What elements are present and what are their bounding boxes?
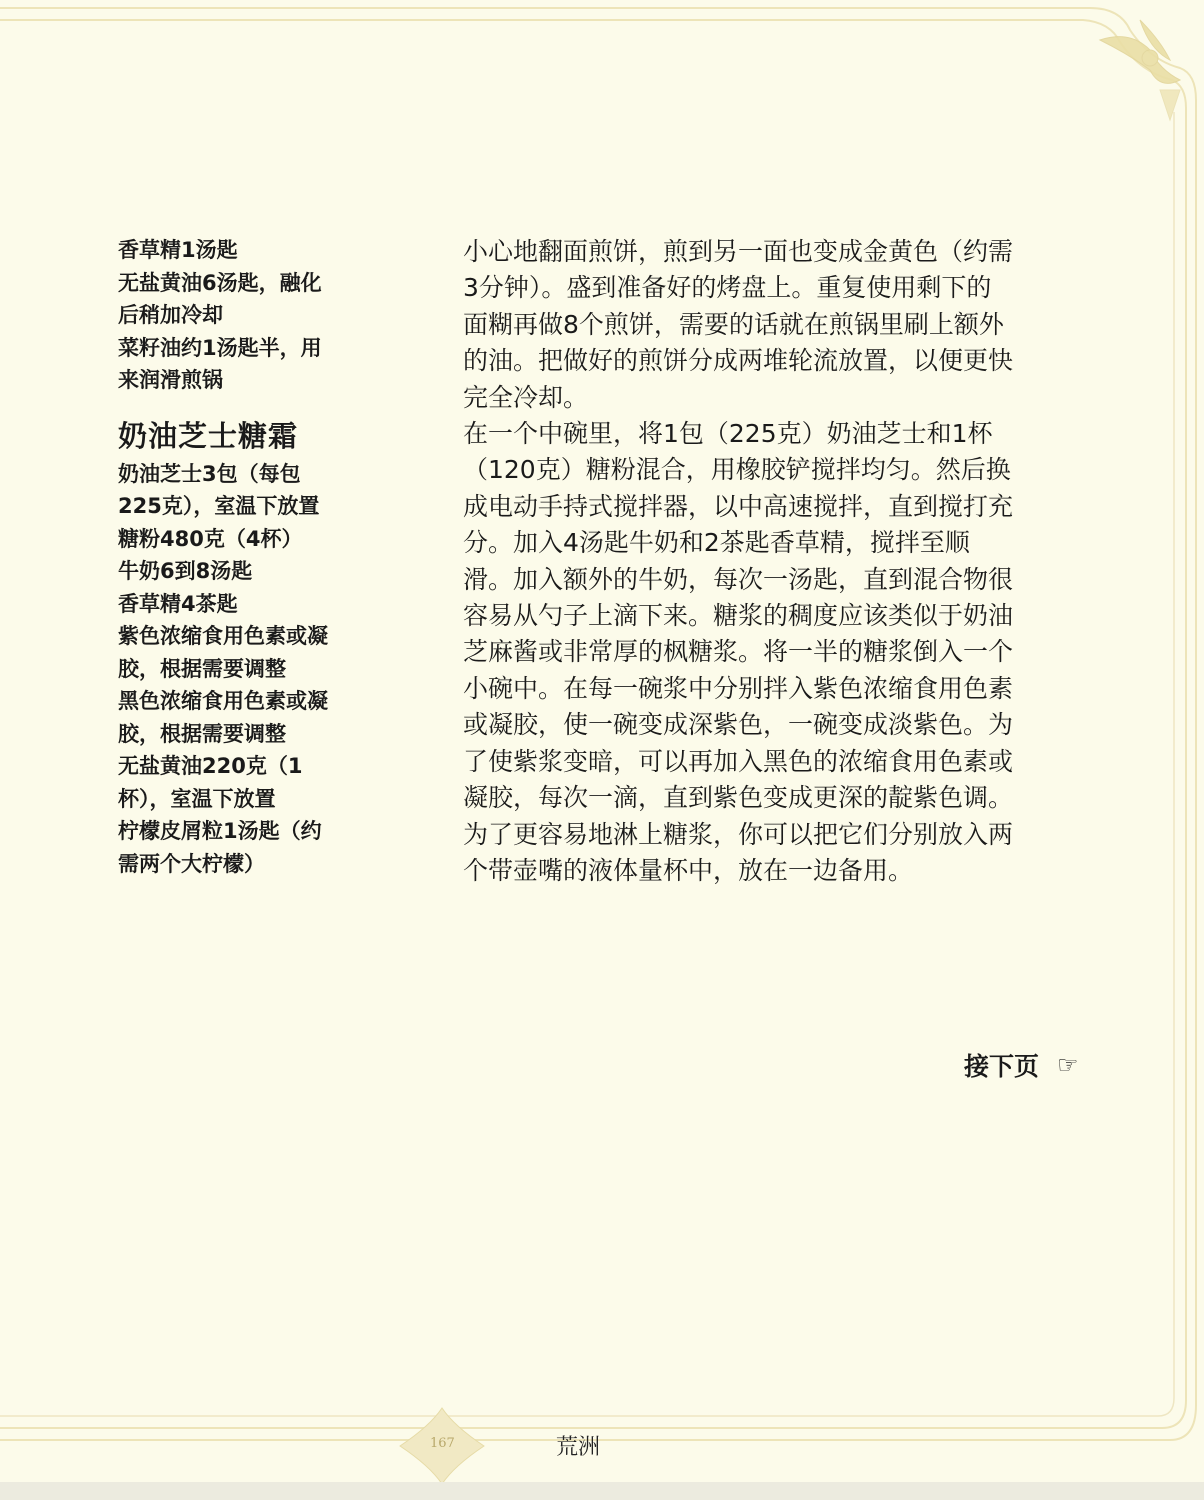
- ingredients-column: [118, 234, 378, 880]
- instruction-line: 面糊再做8个煎饼，需要的话就在煎锅里刷上额外: [463, 309, 1004, 339]
- frosting-ingredient-line: 225克），室温下放置: [118, 494, 320, 518]
- frosting-ingredient-line: 胶，根据需要调整: [118, 656, 286, 681]
- frosting-ingredient-line: 香草精4茶匙: [118, 591, 238, 616]
- instruction-line: 小心地翻面煎饼，煎到另一面也变成金黄色（约需: [463, 237, 1014, 266]
- instruction-line: 了使紫浆变暗，可以再加入黑色的浓缩食用色素或: [463, 746, 1014, 776]
- corner-ornament: [1100, 20, 1180, 120]
- instruction-line: 小碗中。在每一碗浆中分别拌入紫色浓缩食用色素: [463, 673, 1014, 703]
- frosting-ingredient-line: 牛奶6到8汤匙: [118, 559, 253, 583]
- ingredient-line: 香草精1汤匙: [118, 238, 238, 262]
- instruction-line: 或凝胶，使一碗变成深紫色，一碗变成淡紫色。为: [463, 710, 1014, 740]
- instruction-line: 为了更容易地淋上糖浆，你可以把它们分别放入两: [463, 819, 1014, 849]
- frosting-ingredient-line: 杯），室温下放置: [118, 786, 276, 811]
- instructions-column: [463, 234, 1103, 889]
- frosting-ingredient-line: 需两个大柠檬）: [118, 851, 265, 876]
- instruction-line: （120克）糖粉混合，用橡胶铲搅拌均匀。然后换: [463, 455, 1011, 485]
- ingredient-line: 后稍加冷却: [118, 303, 223, 327]
- instruction-line: 3分钟）。盛到准备好的烤盘上。重复使用剩下的: [463, 273, 992, 303]
- frosting-ingredient-line: 糖粉480克（4杯）: [118, 526, 303, 551]
- pointing-hand-icon: ☞: [1057, 1051, 1079, 1079]
- frosting-ingredient-line: 无盐黄油220克（1: [118, 754, 303, 778]
- frosting-ingredient-line: 紫色浓缩食用色素或凝: [118, 624, 328, 648]
- instruction-line: 在一个中碗里，将1包（225克）奶油芝士和1杯: [463, 419, 993, 449]
- frosting-ingredient-line: 黑色浓缩食用色素或凝: [118, 689, 328, 713]
- page-number: 167: [430, 1436, 455, 1451]
- instruction-line: 滑。加入额外的牛奶，每次一汤匙，直到混合物很: [463, 564, 1014, 594]
- ingredient-line: 来润滑煎锅: [118, 368, 223, 392]
- ingredient-line: 菜籽油约1汤匙半，用: [118, 335, 322, 360]
- instruction-line: 的油。把做好的煎饼分成两堆轮流放置，以便更快: [463, 346, 1014, 376]
- instruction-line: 容易从勺子上滴下来。糖浆的稠度应该类似于奶油: [463, 601, 1014, 631]
- frosting-ingredient-line: 奶油芝士3包（每包: [118, 461, 301, 486]
- instruction-line: 完全冷却。: [463, 382, 589, 412]
- continue-label: 接下页: [964, 1052, 1040, 1081]
- instruction-line: 成电动手持式搅拌器，以中高速搅拌，直到搅打充: [463, 491, 1014, 521]
- book-title: 荒洲: [556, 1435, 601, 1460]
- frosting-ingredient-line: 胶，根据需要调整: [118, 721, 286, 746]
- continue-next-page: [964, 1047, 1079, 1083]
- instruction-line: 个带壶嘴的液体量杯中，放在一边备用。: [463, 855, 914, 885]
- ingredient-line: 无盐黄油6汤匙，融化: [118, 270, 322, 295]
- instruction-line: 芝麻酱或非常厚的枫糖浆。将一半的糖浆倒入一个: [463, 637, 1014, 667]
- frosting-heading: 奶油芝士糖霜: [118, 418, 299, 453]
- instruction-line: 分。加入4汤匙牛奶和2茶匙香草精，搅拌至顺: [463, 528, 970, 558]
- instruction-line: 凝胶，每次一滴，直到紫色变成更深的靛紫色调。: [463, 783, 1014, 813]
- frosting-ingredient-line: 柠檬皮屑粒1汤匙（约: [118, 819, 322, 843]
